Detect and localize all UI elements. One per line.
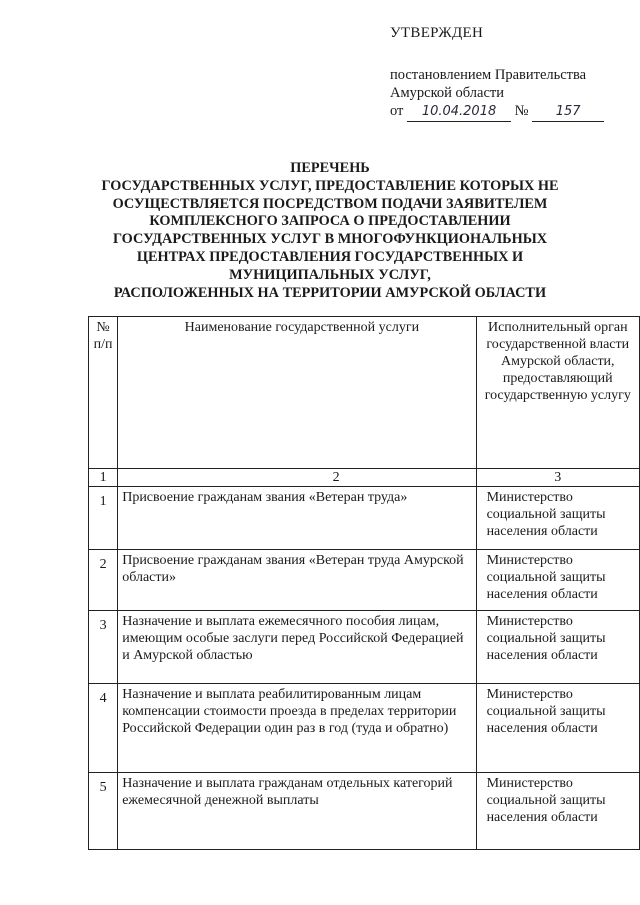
- column-number: 1: [89, 469, 118, 487]
- service-name: Присвоение гражданам звания «Ветеран труда»: [118, 487, 476, 550]
- title-line: ГОСУДАРСТВЕННЫХ УСЛУГ, ПРЕДОСТАВЛЕНИЕ КОТОРЫХ НЕ: [101, 177, 559, 194]
- row-number: 3: [89, 611, 118, 684]
- title-line: РАСПОЛОЖЕННЫХ НА ТЕРРИТОРИИ АМУРСКОЙ ОБЛАСТИ: [113, 284, 547, 301]
- authority-name: Министерство социальной защиты населения области: [476, 487, 639, 550]
- table-row: [89, 773, 640, 850]
- title-line: МУНИЦИПАЛЬНЫХ УСЛУГ,: [229, 266, 431, 283]
- row-number: 1: [89, 487, 118, 550]
- header-authority: Исполнительный орган государственной власти Амурской области, предоставляющий государственную услугу: [476, 317, 639, 469]
- document-title: [80, 160, 580, 302]
- authority-name: Министерство социальной защиты населения области: [476, 550, 639, 611]
- table-row: [89, 611, 640, 684]
- handwritten-number: 157: [532, 103, 604, 122]
- column-number: 2: [118, 469, 476, 487]
- authority-name: Министерство социальной защиты населения области: [476, 773, 639, 850]
- authority-name: Министерство социальной защиты населения области: [476, 611, 639, 684]
- row-number: 5: [89, 773, 118, 850]
- row-number: 2: [89, 550, 118, 611]
- approval-heading: УТВЕРЖДЕН: [390, 25, 484, 41]
- service-name: Присвоение гражданам звания «Ветеран труда Амурской области»: [118, 550, 476, 611]
- approval-line-1: постановлением Правительства: [390, 67, 587, 83]
- header-number: № п/п: [89, 317, 118, 469]
- service-name: Назначение и выплата реабилитированным лицам компенсации стоимости проезда в пределах территории Российской Федерации один раз в год (туда и обратно): [118, 684, 476, 773]
- from-label: от: [390, 103, 404, 119]
- handwritten-date: 10.04.2018: [407, 103, 511, 122]
- table-row: [89, 684, 640, 773]
- service-name: Назначение и выплата гражданам отдельных категорий ежемесячной денежной выплаты: [118, 773, 476, 850]
- row-number: 4: [89, 684, 118, 773]
- title-line: ПЕРЕЧЕНЬ: [290, 160, 370, 176]
- number-label: №: [514, 103, 529, 119]
- title-line: ГОСУДАРСТВЕННЫХ УСЛУГ В МНОГОФУНКЦИОНАЛЬНЫХ: [112, 231, 548, 248]
- table-header-row: [89, 317, 640, 469]
- service-name: Назначение и выплата ежемесячного пособия лицам, имеющим особые заслуги перед Российской Федерацией и Амурской областью: [118, 611, 476, 684]
- approval-stamp: [390, 24, 630, 122]
- column-numbers-row: [89, 469, 640, 487]
- header-service: Наименование государственной услуги: [118, 317, 476, 469]
- title-line: ОСУЩЕСТВЛЯЕТСЯ ПОСРЕДСТВОМ ПОДАЧИ ЗАЯВИТЕЛЕМ: [112, 195, 548, 212]
- services-table: [88, 316, 640, 850]
- approval-line-2: Амурской области: [390, 85, 504, 101]
- title-line: ЦЕНТРАХ ПРЕДОСТАВЛЕНИЯ ГОСУДАРСТВЕННЫХ И: [136, 248, 524, 265]
- table-row: [89, 550, 640, 611]
- column-number: 3: [476, 469, 639, 487]
- table-row: [89, 487, 640, 550]
- approval-date-line: [390, 102, 630, 122]
- authority-name: Министерство социальной защиты населения области: [476, 684, 639, 773]
- title-line: КОМПЛЕКСНОГО ЗАПРОСА О ПРЕДОСТАВЛЕНИИ: [149, 213, 511, 230]
